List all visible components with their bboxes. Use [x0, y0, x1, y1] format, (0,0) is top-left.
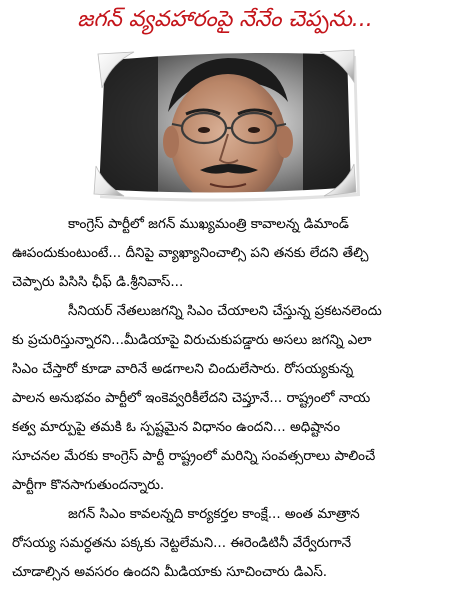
text-line: సీనియర్ నేతలుజగన్ని సిఎం చేయాలని చేస్తున్న ప్రకటనలెందు: [68, 303, 382, 319]
paragraph-1: [12, 210, 440, 297]
text-line: జగన్ సిఎం కావలన్నది కార్యకర్తల కాంక్షే... అంత మాత్రాన: [68, 506, 360, 522]
text-line: కు ప్రచురిస్తున్నారని...మీడియాపై విరుచుకుపడ్డారు అసలు జగన్ని ఎలా: [12, 332, 372, 348]
portrait-photo: [88, 42, 362, 204]
text-line: పాలన అనుభవం పార్టీలో ఇంకెవ్వరికీలేదని చెప్తూనే... రాష్ట్రంలో నాయ: [12, 390, 371, 406]
text-line: చూడాల్సిన అవసరం ఉందని మీడియాకు సూచించారు డిఎస్.: [12, 564, 328, 580]
text-line: పార్టీగా కొనసాగుతుందన్నారు.: [12, 477, 165, 493]
text-line: చెప్పారు పిసిసి ఛీఫ్ డి.శ్రీనివాస్...: [12, 274, 184, 290]
text-line: ఊపందుకుంటుంటే... దీనిపై వ్యాఖ్యానించాల్సి పని తనకు లేదని తేల్చి: [12, 245, 369, 261]
text-line: కాంగ్రెస్ పార్టీలో జగన్ ముఖ్యమంత్రి కావాలన్న డిమాండ్: [68, 216, 349, 232]
text-line: సూచనల మేరకు కాంగ్రెస్ పార్టీ రాష్ట్రంలో మరిన్ని సంవత్సరాలు పాలించే: [12, 448, 376, 464]
text-line: సిఎం చేస్తారో కూడా వారినే అడగాలని చిందులేసారు. రోసయ్యకున్న: [12, 361, 354, 377]
portrait-photo-icon: [88, 42, 362, 204]
paragraph-3: [12, 500, 440, 587]
text-line: కత్వ మార్పుపై తమకి ఓ స్పష్టమైన విధానం ఉందని... అధిష్టానం: [12, 419, 341, 435]
paragraph-2: [12, 297, 440, 500]
headline: జగన్ వ్యవహారంపై నేనేం చెప్పను...: [77, 7, 373, 32]
article-body: [12, 210, 440, 587]
text-line: రోసయ్య సమర్ధతను పక్కకు నెట్టలేమని... ఈరెండిటినీ వేర్వేరుగానే: [12, 535, 352, 551]
